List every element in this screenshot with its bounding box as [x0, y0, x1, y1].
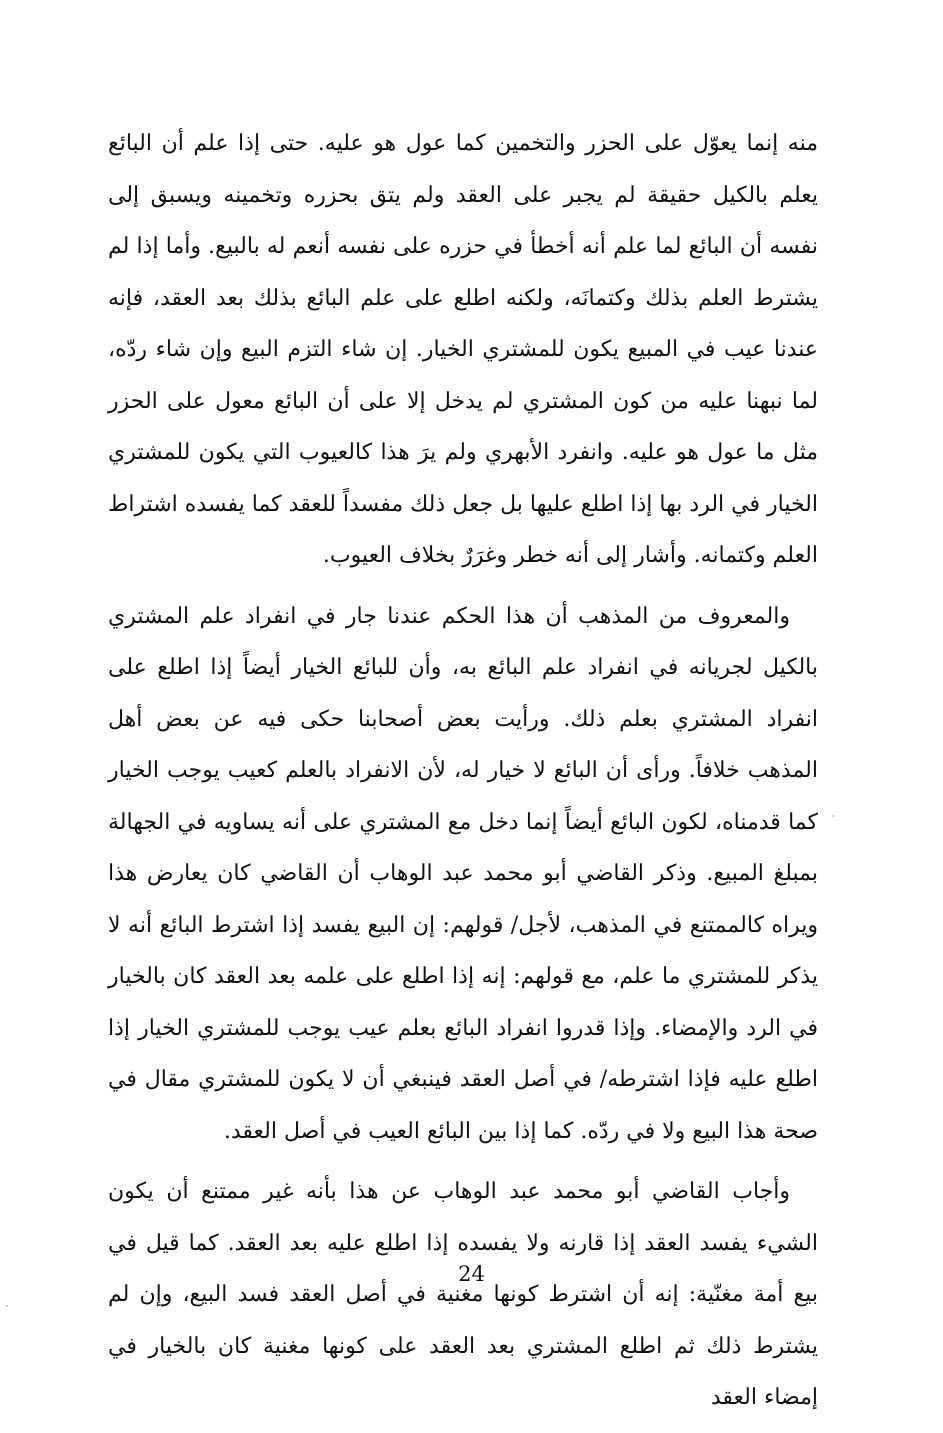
- body-text: [108, 118, 818, 1433]
- paragraph-1: منه إنما يعوّل على الحزر والتخمين كما عول هو عليه. حتى إذا علم أن البائع يعلم بالكيل حقيقة لم يجبر على العقد ولم يتق بحزره وتخمينه ويسبق إلى نفسه أن البائع لما علم أنه أخطأ في حزره على نفسه أنعم له بالبيع. وأما إذا لم يشترط العلم بذلك وكتمانَه، ولكنه اطلع على علم البائع بذلك بعد العقد، فإنه عندنا عيب في المبيع يكون للمشتري الخيار. إن شاء التزم البيع وإن شاء ردّه، لما نبهنا عليه من كون المشتري لم يدخل إلا على أن البائع معول على الحزر مثل ما عول هو عليه. وانفرد الأبهري ولم يرَ هذا كالعيوب التي يكون للمشتري الخيار في الرد بها إذا اطلع عليها بل جعل ذلك مفسداً للعقد كما يفسده اشتراط العلم وكتمانه. وأشار إلى أنه خطر وغرَرٌ بخلاف العيوب.: [108, 131, 818, 568]
- page-number: 24: [458, 1262, 485, 1286]
- paragraph-2: والمعروف من المذهب أن هذا الحكم عندنا جار في انفراد علم المشتري بالكيل لجريانه في انفراد علم البائع به، وأن للبائع الخيار أيضاً إذا اطلع على انفراد المشتري بعلم ذلك. ورأيت بعض أصحابنا حكى فيه عن بعض أهل المذهب خلافاً. ورأى أن البائع لا خيار له، لأن الانفراد بالعلم كعيب يوجب الخيار كما قدمناه، لكون البائع أيضاً إنما دخل مع المشتري على أنه يساويه في الجهالة بمبلغ المبيع. وذكر القاضي أبو محمد عبد الوهاب أن القاضي كان يعارض هذا ويراه كالممتنع في المذهب، لأجل/ قولهم: إن البيع يفسد إذا اشترط البائع أنه لا يذكر للمشتري ما علم، مع قولهم: إنه إذا اطلع على علمه بعد العقد كان بالخيار في الرد والإمضاء. وإذا قدروا انفراد البائع بعلم عيب يوجب للمشتري الخيار إذا اطلع عليه فإذا اشترطه/ في أصل العقد فينبغي أن لا يكون للمشتري مقال في صحة هذا البيع ولا في ردّه. كما إذا بين البائع العيب في أصل العقد.: [108, 603, 818, 1144]
- paragraph-3: وأجاب القاضي أبو محمد عبد الوهاب عن هذا بأنه غير ممتنع أن يكون الشيء يفسد العقد إذا قارنه ولا يفسده إذا اطلع عليه بعد العقد. كما قيل في بيع أمة مغنّية: إنه أن اشترط كونها مغنية في أصل العقد فسد البيع، وإن لم يشترط ذلك ثم اطلع المشتري بعد العقد على كونها مغنية كان بالخيار في إمضاء العقد: [108, 1179, 818, 1410]
- scan-speck: [6, 1305, 8, 1307]
- scan-speck: [832, 815, 834, 817]
